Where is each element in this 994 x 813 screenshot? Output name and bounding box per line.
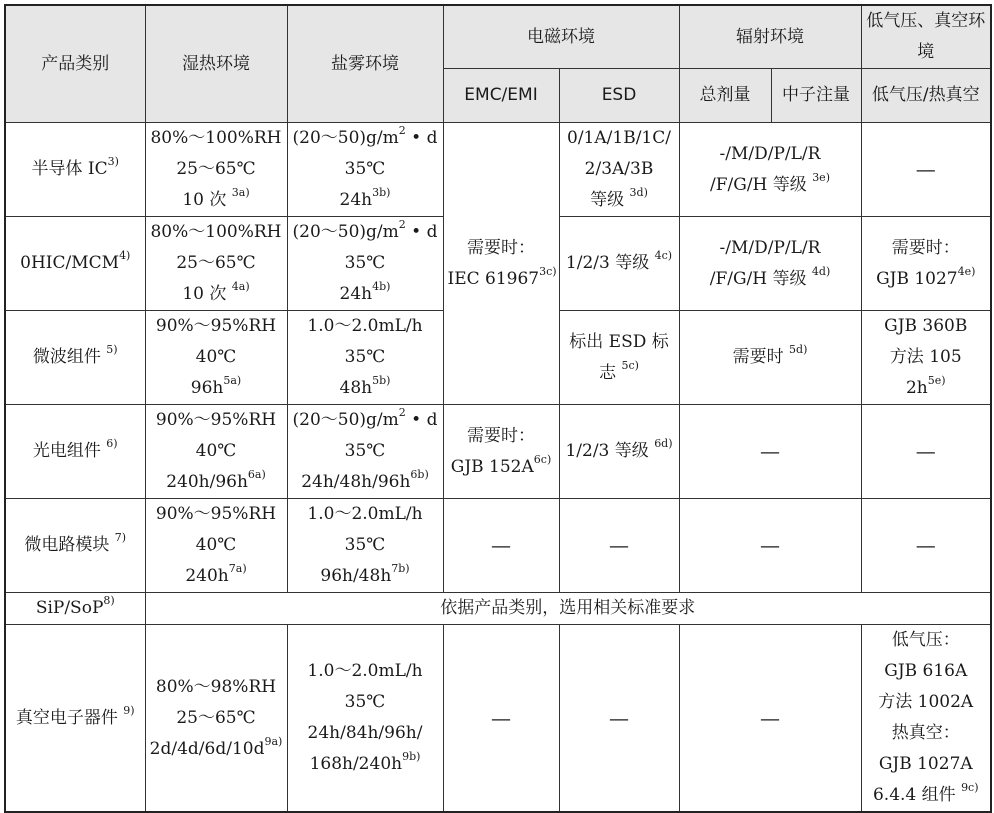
header-row-1 xyxy=(5,5,991,69)
emc-cell: 需要时： GJB $152A^{6c)}$ xyxy=(443,405,559,499)
esd-cell: 0/1A/1B/1C/ 2/3A/3B 等级 $^{3d)}$ xyxy=(559,123,679,217)
header-product: 产品类别 xyxy=(5,5,145,123)
salt-fog-cell: $(20\sim 50)g/m^2$ • d 35℃ $24h^{4b)}$ xyxy=(287,217,443,311)
environment-requirements-table xyxy=(4,4,992,813)
emc-cell: — xyxy=(443,625,559,813)
product-name: 微电路模块 $^{7)}$ xyxy=(5,499,145,593)
radiation-cell: — xyxy=(679,625,861,813)
radiation-cell: -/M/D/P/L/R /F/G/H 等级 $^{4d)}$ xyxy=(679,217,861,311)
damp-heat-cell: 80%～100%RH 25～65℃ 10 次 $^{4a)}$ xyxy=(145,217,287,311)
salt-fog-cell: 1.0～2.0mL/h 35℃ $96h/48h^{7b)}$ xyxy=(287,499,443,593)
radiation-cell: 需要时 $^{5d)}$ xyxy=(679,311,861,405)
header-low-pressure: 低气压、真空环境 xyxy=(861,5,991,69)
damp-heat-cell: 80%～98%RH 25～65℃ $2d/4d/6d/10d^{9a)}$ xyxy=(145,625,287,813)
esd-cell: 1/2/3 等级 $^{4c)}$ xyxy=(559,217,679,311)
header-total-dose: 总剂量 xyxy=(679,69,771,123)
radiation-cell: — xyxy=(679,499,861,593)
salt-fog-cell: 1.0～2.0mL/h 35℃ $48h^{5b)}$ xyxy=(287,311,443,405)
emc-cell-iec: 需要时： IEC $61967^{3c)}$ xyxy=(443,123,559,405)
product-name: 微波组件 $^{5)}$ xyxy=(5,311,145,405)
product-name: 真空电子器件 $^{9)}$ xyxy=(5,625,145,813)
esd-cell: 1/2/3 等级 $^{6d)}$ xyxy=(559,405,679,499)
header-salt-fog: 盐雾环境 xyxy=(287,5,443,123)
sip-note: 依据产品类别，选用相关标准要求 xyxy=(145,593,991,625)
header-radiation: 辐射环境 xyxy=(679,5,861,69)
row-sip-sop xyxy=(5,593,991,625)
esd-cell: — xyxy=(559,499,679,593)
radiation-cell: — xyxy=(679,405,861,499)
row-semiconductor-ic xyxy=(5,123,991,217)
header-esd: ESD xyxy=(559,69,679,123)
header-low-pressure-sub: 低气压/热真空 xyxy=(861,69,991,123)
damp-heat-cell: 90%～95%RH 40℃ $240h^{7a)}$ xyxy=(145,499,287,593)
row-optoelectronic xyxy=(5,405,991,499)
esd-cell: — xyxy=(559,625,679,813)
salt-fog-cell: $(20\sim 50)g/m^2$ • d 35℃ $24h^{3b)}$ xyxy=(287,123,443,217)
product-name: SiP/SoP$^{8)}$ xyxy=(5,593,145,625)
row-vacuum-electronic xyxy=(5,625,991,813)
low-pressure-cell: 低气压： GJB 616A 方法 1002A 热真空： GJB 1027A 6.4.4 组件 $^{9c)}$ xyxy=(861,625,991,813)
salt-fog-cell: $(20\sim 50)g/m^2$ • d 35℃ $24h/48h/96h^{6b)}$ xyxy=(287,405,443,499)
row-microcircuit-module xyxy=(5,499,991,593)
low-pressure-cell: GJB 360B 方法 105 $2h^{5e)}$ xyxy=(861,311,991,405)
header-emc: EMC/EMI xyxy=(443,69,559,123)
low-pressure-cell: — xyxy=(861,123,991,217)
damp-heat-cell: 80%～100%RH 25～65℃ 10 次 $^{3a)}$ xyxy=(145,123,287,217)
damp-heat-cell: 90%～95%RH 40℃ $96h^{5a)}$ xyxy=(145,311,287,405)
product-name: 0HIC/MCM$^{4)}$ xyxy=(5,217,145,311)
header-neutron: 中子注量 xyxy=(771,69,861,123)
product-name: 半导体 IC$^{3)}$ xyxy=(5,123,145,217)
low-pressure-cell: — xyxy=(861,405,991,499)
esd-cell: 标出 ESD 标 志 $^{5c)}$ xyxy=(559,311,679,405)
header-em: 电磁环境 xyxy=(443,5,679,69)
product-name: 光电组件 $^{6)}$ xyxy=(5,405,145,499)
header-damp-heat: 湿热环境 xyxy=(145,5,287,123)
low-pressure-cell: 需要时： GJB $1027^{4e)}$ xyxy=(861,217,991,311)
damp-heat-cell: 90%～95%RH 40℃ $240h/96h^{6a)}$ xyxy=(145,405,287,499)
low-pressure-cell: — xyxy=(861,499,991,593)
salt-fog-cell: 1.0～2.0mL/h 35℃ 24h/84h/96h/ $168h/240h^{9b)}$ xyxy=(287,625,443,813)
radiation-cell: -/M/D/P/L/R /F/G/H 等级 $^{3e)}$ xyxy=(679,123,861,217)
emc-cell: — xyxy=(443,499,559,593)
